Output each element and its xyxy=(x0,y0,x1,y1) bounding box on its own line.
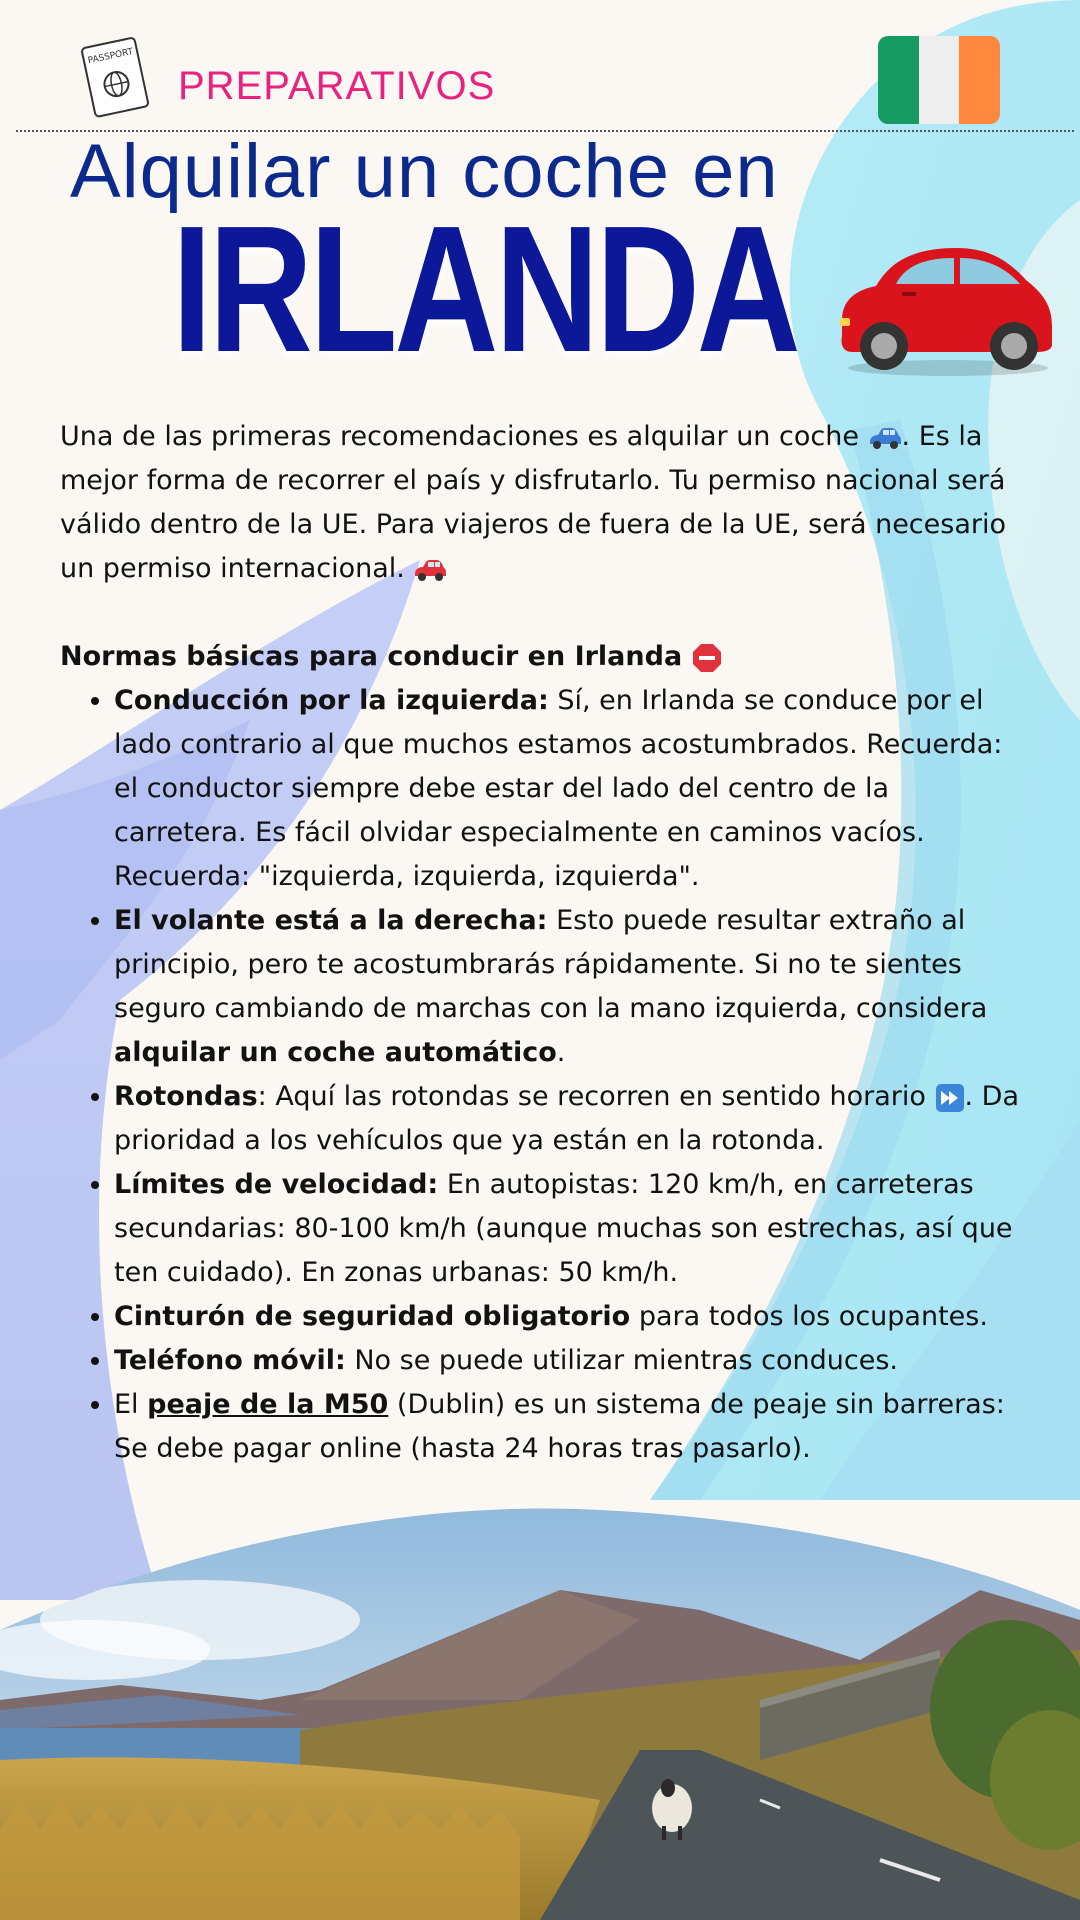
rule-item xyxy=(114,1339,1020,1383)
rule-text: : Aquí las rotondas se recorren en sentido horario xyxy=(257,1081,935,1112)
red-car-icon xyxy=(836,240,1058,378)
rule-title: El volante está a la derecha: xyxy=(114,905,548,936)
rule-item xyxy=(114,1383,1020,1471)
ireland-flag-icon xyxy=(878,36,1000,124)
rule-title: Rotondas xyxy=(114,1081,258,1112)
svg-text:PASSPORT: PASSPORT xyxy=(87,46,135,67)
rule-text: para todos los ocupantes. xyxy=(630,1301,988,1332)
rule-item xyxy=(114,899,1020,1075)
rule-text-end: . xyxy=(556,1037,566,1068)
rule-text: Sí, en Irlanda se conduce por el lado contrario al que muchos estamos acostumbrados. Recuerda: el conductor siempre debe estar del lado del centro de la carretera. Es fácil olvidar especialmente en caminos vacíos. Recuerda: "izquierda, izquierda, izquierda". xyxy=(114,685,1003,892)
rule-text: En autopistas: 120 km/h, en carreteras secundarias: 80-100 km/h (aunque muchas son estrechas, así que ten cuidado). En zonas urbanas: 50 km/h. xyxy=(114,1169,1013,1288)
page-title-line2: IRLANDA xyxy=(172,189,798,390)
rule-item xyxy=(114,679,1020,899)
main-content xyxy=(60,415,1020,1471)
rules-list xyxy=(60,679,1020,1471)
fast-forward-emoji xyxy=(935,1083,965,1113)
irish-landscape-photo xyxy=(0,1500,1080,1920)
red-car-emoji xyxy=(413,558,447,582)
intro-text-1: Una de las primeras recomendaciones es alquilar un coche xyxy=(60,421,868,452)
passport-icon xyxy=(80,36,152,118)
rule-item xyxy=(114,1163,1020,1295)
intro-paragraph xyxy=(60,415,1020,591)
rule-title: Conducción por la izquierda: xyxy=(114,685,549,716)
rule-title: Cinturón de seguridad obligatorio xyxy=(114,1301,631,1332)
rule-title: Teléfono móvil: xyxy=(114,1345,346,1376)
rules-heading xyxy=(60,635,1020,679)
section-label: PREPARATIVOS xyxy=(178,64,496,108)
intro-text-2: . Es la mejor forma de recorrer el país y disfrutarlo. Tu permiso nacional será válido dentro de la UE. Para viajeros de fuera de la UE, será necesario un permiso internacional. xyxy=(60,421,1006,584)
rule-text: No se puede utilizar mientras conduces. xyxy=(345,1345,898,1376)
rule-text: Esto puede resultar extraño al principio, pero te acostumbrarás rápidamente. Si no te sientes seguro cambiando de marchas con la mano izquierda, considera xyxy=(114,905,988,1024)
stop-sign-emoji xyxy=(692,643,722,673)
rule-title: Límites de velocidad: xyxy=(114,1169,439,1200)
rule-item xyxy=(114,1075,1020,1163)
page-title-line1: Alquilar un coche en xyxy=(70,129,779,214)
rule-text: (Dublin) es un sistema de peaje sin barreras: Se debe pagar online (hasta 24 horas tras pasarlo). xyxy=(114,1389,1005,1464)
rules-heading-text: Normas básicas para conducir en Irlanda xyxy=(60,641,683,672)
rule-highlight: alquilar un coche automático xyxy=(114,1037,557,1068)
blue-car-emoji xyxy=(868,426,902,450)
rule-text-start: El xyxy=(114,1389,148,1420)
rule-text-end: . Da prioridad a los vehículos que ya están en la rotonda. xyxy=(114,1081,1020,1156)
m50-toll-link[interactable]: peaje de la M50 xyxy=(147,1389,389,1420)
rule-item xyxy=(114,1295,1020,1339)
